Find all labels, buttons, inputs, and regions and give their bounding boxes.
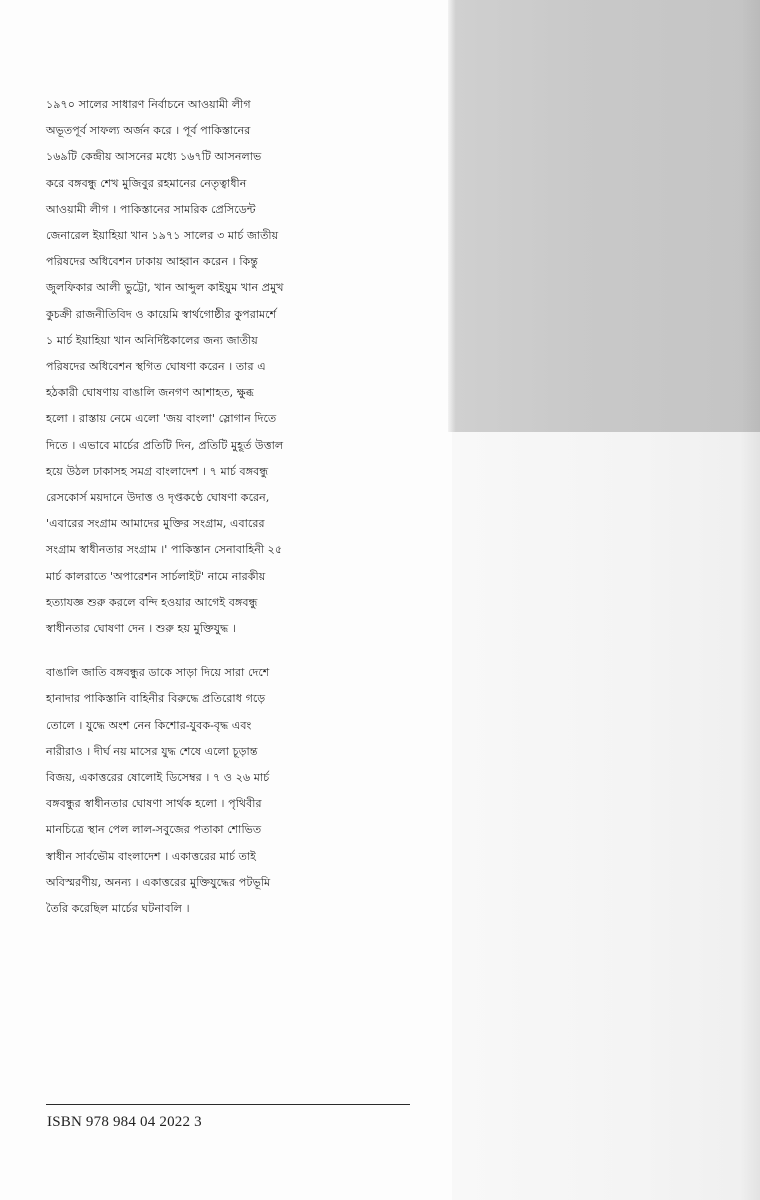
text-line: 'এবারের সংগ্রাম আমাদের মুক্তির সংগ্রাম, এবারের <box>46 517 265 531</box>
scan-right-edge <box>740 0 760 1200</box>
text-line: স্বাধীনতার ঘোষণা দেন । শুরু হয় মুক্তিযুদ্ধ । <box>46 622 236 636</box>
text-line: ১৯৭০ সালের সাধারণ নির্বাচনে আওয়ামী লীগ <box>46 98 251 111</box>
text-line: তৈরি করেছিল মার্চের ঘটনাবলি । <box>46 902 190 916</box>
text-line: মানচিত্রে স্থান পেল লাল-সবুজের পতাকা শোভিত <box>46 823 262 837</box>
scan-shadow-top-right <box>452 0 760 432</box>
text-line: জেনারেল ইয়াহিয়া খান ১৯৭১ সালের ৩ মার্চ জাতীয় <box>46 229 279 243</box>
scan-right-blank-area <box>452 432 760 1200</box>
text-line: হত্যাযজ্ঞ শুরু করলে বন্দি হওয়ার আগেই বঙ্গবন্ধু <box>46 595 258 609</box>
text-line: হলো । রাস্তায় নেমে এলো 'জয় বাংলা' স্লোগান দিতে <box>46 412 277 426</box>
paragraph-2 <box>46 660 426 922</box>
text-line: বিজয়, একাত্তরের ষোলোই ডিসেম্বর । ৭ ও ২৬ মার্চ <box>46 771 270 785</box>
text-line: করে বঙ্গবন্ধু শেখ মুজিবুর রহমানের নেতৃত্বাধীন <box>46 176 247 190</box>
scan-shadow-fold <box>448 0 456 432</box>
text-line: হয়ে উঠল ঢাকাসহ সমগ্র বাংলাদেশ । ৭ মার্চ বঙ্গবন্ধু <box>46 464 269 478</box>
text-line: রেসকোর্স ময়দানে উদাত্ত ও দৃপ্তকণ্ঠে ঘোষণা করেন, <box>46 491 270 505</box>
text-line: বঙ্গবন্ধুর স্বাধীনতার ঘোষণা সার্থক হলো । পৃথিবীর <box>46 797 262 811</box>
text-line: সংগ্রাম স্বাধীনতার সংগ্রাম ।' পাকিস্তান সেনাবাহিনী ২৫ <box>46 543 283 557</box>
text-line: কুচক্রী রাজনীতিবিদ ও কায়েমি স্বার্থগোষ্ঠীর কুপরামর্শে <box>46 307 277 321</box>
text-line: হঠকারী ঘোষণায় বাঙালি জনগণ আশাহত, ক্ষুব্ধ <box>46 386 254 400</box>
text-line: অবিস্মরণীয়, অনন্য । একাত্তরের মুক্তিযুদ্ধের পটভূমি <box>46 875 271 889</box>
text-line: হানাদার পাকিস্তানি বাহিনীর বিরুদ্ধে প্রতিরোধ গড়ে <box>46 692 266 706</box>
text-line: দিতে । এভাবে মার্চের প্রতিটি দিন, প্রতিটি মুহূর্ত উত্তাল <box>46 438 284 452</box>
text-line: জুলফিকার আলী ভুট্টো, খান আব্দুল কাইয়ুম খান প্রমুখ <box>46 281 284 295</box>
isbn-number: ISBN 978 984 04 2022 3 <box>47 1114 202 1130</box>
text-line: স্বাধীন সার্বভৌম বাংলাদেশ । একাত্তরের মার্চ তাই <box>46 849 257 863</box>
text-line: নারীরাও । দীর্ঘ নয় মাসের যুদ্ধ শেষে এলো চূড়ান্ত <box>46 744 258 758</box>
text-line: পরিষদের অধিবেশন স্থগিত ঘোষণা করেন । তার এ <box>46 360 266 374</box>
text-line: আওয়ামী লীগ । পাকিস্তানের সামরিক প্রেসিডেন্ট <box>46 202 256 216</box>
text-line: ১৬৯টি কেন্দ্রীয় আসনের মধ্যে ১৬৭টি আসনলাভ <box>46 150 262 164</box>
back-cover-text <box>46 92 426 922</box>
text-line: পরিষদের অধিবেশন ঢাকায় আহ্বান করেন । কিন্তু <box>46 255 258 269</box>
paragraph-1 <box>46 92 426 642</box>
text-line: মার্চ কালরাতে 'অপারেশন সার্চলাইট' নামে নারকীয় <box>46 569 266 583</box>
text-line: তোলে । যুদ্ধে অংশ নেন কিশোর-যুবক-বৃদ্ধ এবং <box>46 718 252 732</box>
isbn-divider <box>46 1104 410 1105</box>
text-line: অভূতপূর্ব সাফল্য অর্জন করে । পূর্ব পাকিস্তানের <box>46 124 251 138</box>
text-line: বাঙালি জাতি বঙ্গবন্ধুর ডাকে সাড়া দিয়ে সারা দেশে <box>46 666 270 680</box>
text-line: ১ মার্চ ইয়াহিয়া খান অনির্দিষ্টকালের জন্য জাতীয় <box>46 333 258 347</box>
